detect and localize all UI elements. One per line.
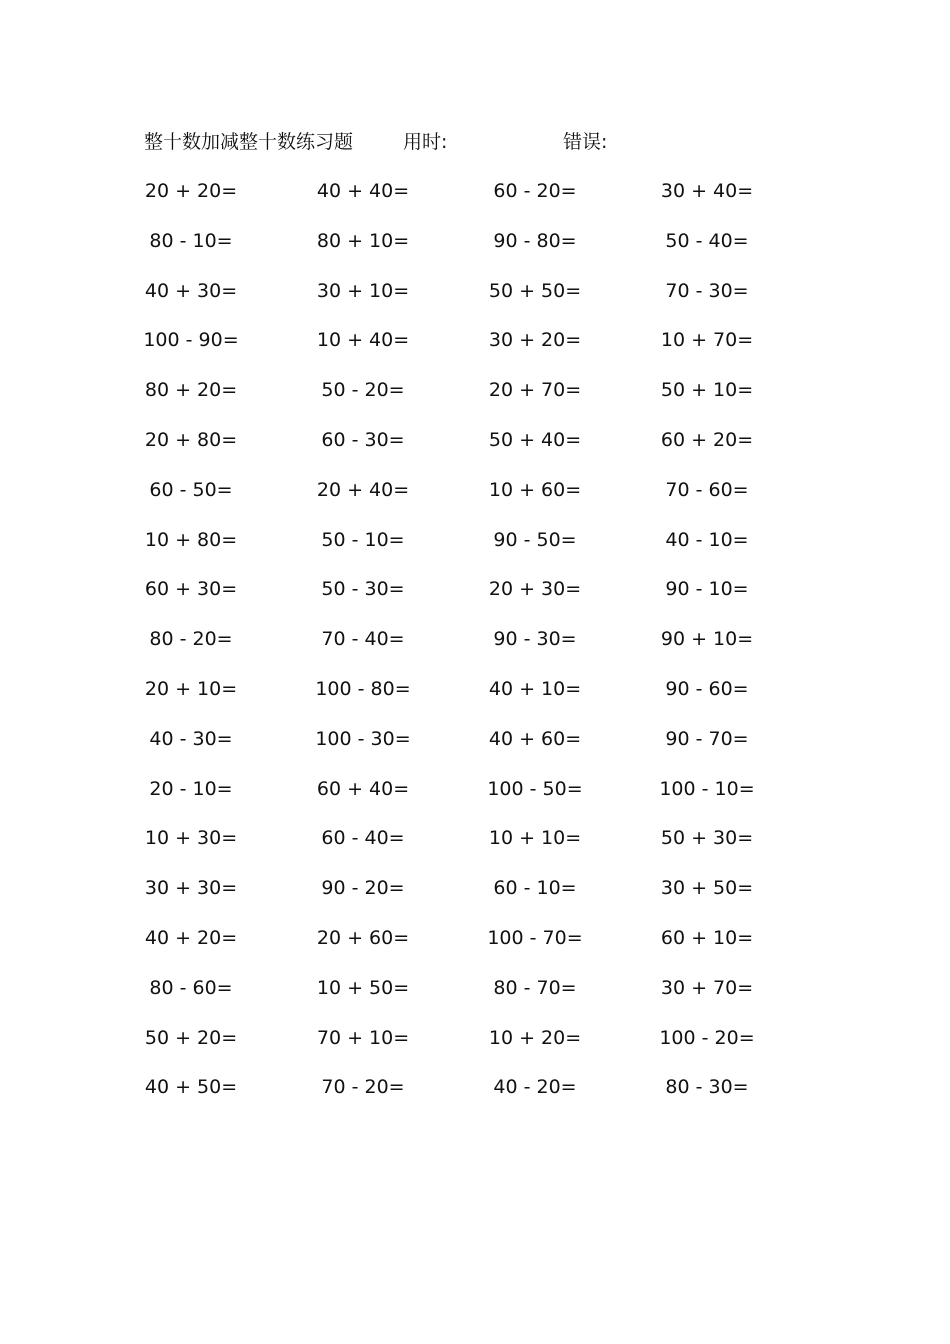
- problem-item: 60 + 40=: [316, 777, 410, 800]
- problem-item: 90 - 10=: [665, 578, 749, 601]
- problem-item: 60 - 50=: [149, 478, 233, 501]
- problem-item: 50 + 30=: [660, 827, 754, 850]
- problem-item: 10 + 30=: [144, 827, 238, 850]
- problem-item: 60 - 30=: [321, 428, 405, 451]
- worksheet-title: 整十数加减整十数练习题: [144, 131, 354, 153]
- problem-item: 50 + 10=: [660, 379, 754, 402]
- problem-item: 80 - 60=: [149, 976, 233, 999]
- problem-item: 20 + 30=: [488, 578, 582, 601]
- problem-item: 100 - 80=: [315, 677, 411, 700]
- problem-item: 60 + 10=: [660, 926, 754, 949]
- problem-item: 40 - 30=: [149, 727, 233, 750]
- problem-item: 60 + 30=: [144, 578, 238, 601]
- problem-item: 30 + 40=: [660, 180, 754, 202]
- problem-item: 90 - 80=: [493, 229, 577, 252]
- problem-item: 80 + 20=: [144, 379, 238, 402]
- problem-item: 50 + 20=: [144, 1026, 238, 1049]
- time-label: 用时:: [403, 131, 448, 153]
- problem-item: 100 - 70=: [487, 926, 583, 949]
- problem-item: 100 - 20=: [659, 1026, 755, 1049]
- problem-item: 20 + 60=: [316, 926, 410, 949]
- problem-item: 30 + 70=: [660, 976, 754, 999]
- problem-item: 40 + 50=: [144, 1076, 238, 1099]
- problem-item: 30 + 50=: [660, 877, 754, 900]
- problem-item: 40 + 20=: [144, 926, 238, 949]
- problem-item: 70 - 30=: [665, 279, 749, 302]
- problem-item: 60 + 20=: [660, 428, 754, 451]
- problem-item: 90 + 10=: [660, 628, 754, 651]
- problem-item: 20 + 10=: [144, 677, 238, 700]
- problem-item: 40 + 10=: [488, 677, 582, 700]
- problem-item: 90 - 30=: [493, 628, 577, 651]
- problem-item: 40 + 60=: [488, 727, 582, 750]
- problem-item: 60 - 40=: [321, 827, 405, 850]
- problem-item: 10 + 20=: [488, 1026, 582, 1049]
- problem-item: 80 - 30=: [665, 1076, 749, 1099]
- problem-item: 100 - 30=: [315, 727, 411, 750]
- problem-item: 50 - 10=: [321, 528, 405, 551]
- problem-item: 30 + 30=: [144, 877, 238, 900]
- problem-item: 90 - 60=: [665, 677, 749, 700]
- problem-grid: [105, 177, 793, 1123]
- problem-item: 70 - 40=: [321, 628, 405, 651]
- problem-item: 20 + 40=: [316, 478, 410, 501]
- problem-item: 20 - 10=: [149, 777, 233, 800]
- problem-item: 70 - 60=: [665, 478, 749, 501]
- problem-item: 20 + 70=: [488, 379, 582, 402]
- problem-item: 30 + 20=: [488, 329, 582, 352]
- problem-item: 70 - 20=: [321, 1076, 405, 1099]
- problem-item: 90 - 70=: [665, 727, 749, 750]
- problem-item: 10 + 70=: [660, 329, 754, 352]
- problem-item: 10 + 40=: [316, 329, 410, 352]
- error-label: 错误:: [563, 131, 608, 153]
- problem-item: 50 + 50=: [488, 279, 582, 302]
- problem-item: 60 - 10=: [493, 877, 577, 900]
- problem-item: 50 - 40=: [665, 229, 749, 252]
- problem-item: 10 + 50=: [316, 976, 410, 999]
- problem-item: 70 + 10=: [316, 1026, 410, 1049]
- problem-item: 10 + 10=: [488, 827, 582, 850]
- problem-item: 10 + 60=: [488, 478, 582, 501]
- problem-item: 40 - 20=: [493, 1076, 577, 1099]
- problem-item: 80 - 70=: [493, 976, 577, 999]
- problem-item: 100 - 90=: [143, 329, 239, 352]
- problem-item: 60 - 20=: [493, 180, 577, 202]
- problem-item: 80 + 10=: [316, 229, 410, 252]
- problem-item: 50 - 30=: [321, 578, 405, 601]
- problem-item: 80 - 20=: [149, 628, 233, 651]
- problem-item: 50 + 40=: [488, 428, 582, 451]
- problem-item: 100 - 10=: [659, 777, 755, 800]
- problem-item: 40 - 10=: [665, 528, 749, 551]
- problem-item: 80 - 10=: [149, 229, 233, 252]
- worksheet-header: [0, 128, 950, 156]
- problem-item: 40 + 40=: [316, 180, 410, 202]
- problem-item: 50 - 20=: [321, 379, 405, 402]
- problem-item: 100 - 50=: [487, 777, 583, 800]
- problem-item: 90 - 50=: [493, 528, 577, 551]
- problem-item: 90 - 20=: [321, 877, 405, 900]
- problem-item: 30 + 10=: [316, 279, 410, 302]
- problem-item: 20 + 80=: [144, 428, 238, 451]
- problem-item: 10 + 80=: [144, 528, 238, 551]
- problem-item: 40 + 30=: [144, 279, 238, 302]
- problem-item: 20 + 20=: [144, 180, 238, 202]
